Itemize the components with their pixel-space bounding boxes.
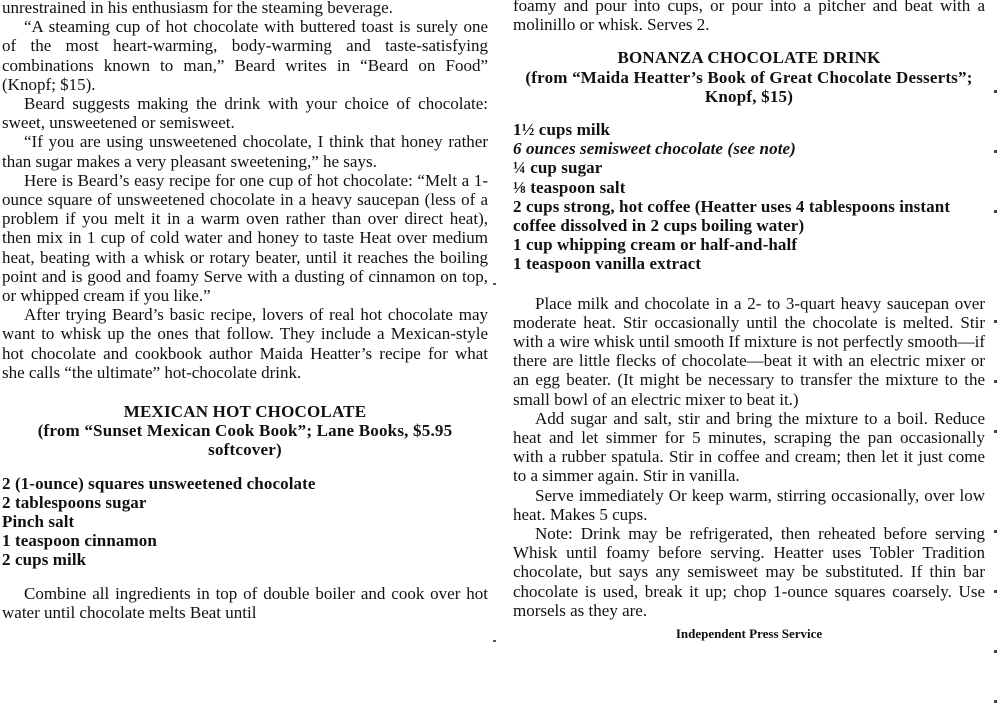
page-edge-marks [989,0,999,721]
ingredient-item: 1 teaspoon cinnamon [2,531,157,551]
ingredient-item: 2 cups strong, hot coffee (Heatter uses 4 tablespoons instant coffee dissolved in 2 cups boiling water) [513,196,951,236]
ingredient-item: ¼ cup sugar [513,158,603,178]
recipe-step-1: Place milk and chocolate in a 2- to 3-quart heavy saucepan over moderate heat. Stir occasionally until the chocolate is melted. Stir with a wire whisk until smooth If mixture is not perfectly smooth—if there are little flecks of chocolate—beat it with an electric mixer or an egg beater. (It might be necessary to transfer the mixture to the small bowl of an electric mixer to beat it.) [513,293,985,409]
recipe-step-2: Add sugar and salt, stir and bring the mixture to a boil. Reduce heat and let simmer for 5 minutes, scraping the pan occasionally with a rubber spatula. Stir in coffee and cream; then let it just come to a simmer again. Stir in vanilla. [513,408,985,486]
recipe-method-mexican: Combine all ingredients in top of double boiler and cook over hot water until chocolate melts Beat until [2,583,488,622]
recipe-title-bonanza: BONANZA CHOCOLATE DRINK [617,48,881,68]
recipe-title-mexican: MEXICAN HOT CHOCOLATE [123,402,367,422]
recipe-source-mexican: (from “Sunset Mexican Cook Book”; Lane Books, $5.95 softcover) [37,421,453,460]
paragraph-beard-quote: “A steaming cup of hot chocolate with buttered toast is surely one of the most heart-warming, body-warming and taste-satisfying combinations known to man,” Beard writes in “Beard on Food” (Knopf; $15). [2,17,488,94]
ingredient-item: ⅛ teaspoon salt [513,177,626,197]
recipe-source-bonanza: (from “Maida Heatter’s Book of Great Chocolate Desserts”; Knopf, $15) [525,67,973,106]
ingredient-item: 2 cups milk [2,550,87,570]
paragraph-beard-recipe: Here is Beard’s easy recipe for one cup of hot chocolate: “Melt a 1-ounce square of unsweetened chocolate in a heavy saucepan (less of a problem if you melt it in a warm oven rather than over direct heat), then mix in 1 cup of cold water and honey to taste Heat over medium heat, beating with a whisk or rotary beater, until it reaches the boiling point and is good and foamy Serve with a dusting of cinnamon on top, or whipped cream if you like.” [2,170,488,306]
column-divider [491,0,501,721]
ingredient-item: 1 cup whipping cream or half-and-half [513,235,798,255]
ingredient-item: 1½ cups milk [513,120,611,140]
right-column [513,0,985,643]
recipe-note: Note: Drink may be refrigerated, then reheated before serving Whisk until foamy before serving. Heatter uses Tobler Tradition chocolate, but says any semisweet may be substituted. If thin bar chocolate is used, break it up; chop 1-ounce squares coarsely. Use morsels as they are. [513,524,985,620]
recipe-method-continuation: foamy and pour into cups, or pour into a pitcher and beat with a molinillo or whisk. Serves 2. [513,0,985,35]
paragraph-intro-recipes: After trying Beard’s basic recipe, lovers of real hot chocolate may want to whisk up the ones that follow. They include a Mexican-style hot chocolate and cookbook author Maida Heatter’s recipe for what she calls “the ultimate” hot-chocolate drink. [2,305,488,382]
ingredient-item: 2 (1-ounce) squares unsweetened chocolate [2,473,316,493]
ingredient-item: Pinch salt [2,512,75,532]
press-credit: Independent Press Service [675,626,823,642]
ingredient-item: 6 ounces semisweet chocolate (see note) [513,139,796,159]
paragraph-chocolate-choice: Beard suggests making the drink with your choice of chocolate: sweet, unsweetened or semisweet. [2,94,488,133]
ingredient-item: 1 teaspoon vanilla extract [513,254,702,274]
ingredient-list-bonanza [513,120,985,274]
paragraph-honey-quote: “If you are using unsweetened chocolate, I think that honey rather than sugar makes a very pleasant sweetening,” he says. [2,132,488,171]
recipe-step-3: Serve immediately Or keep warm, stirring occasionally, over low heat. Makes 5 cups. [513,485,985,524]
left-column [2,0,488,622]
ingredient-item: 2 tablespoons sugar [2,492,147,512]
paragraph-continuation: unrestrained in his enthusiasm for the steaming beverage. [2,0,393,17]
ingredient-list-mexican [2,474,488,570]
